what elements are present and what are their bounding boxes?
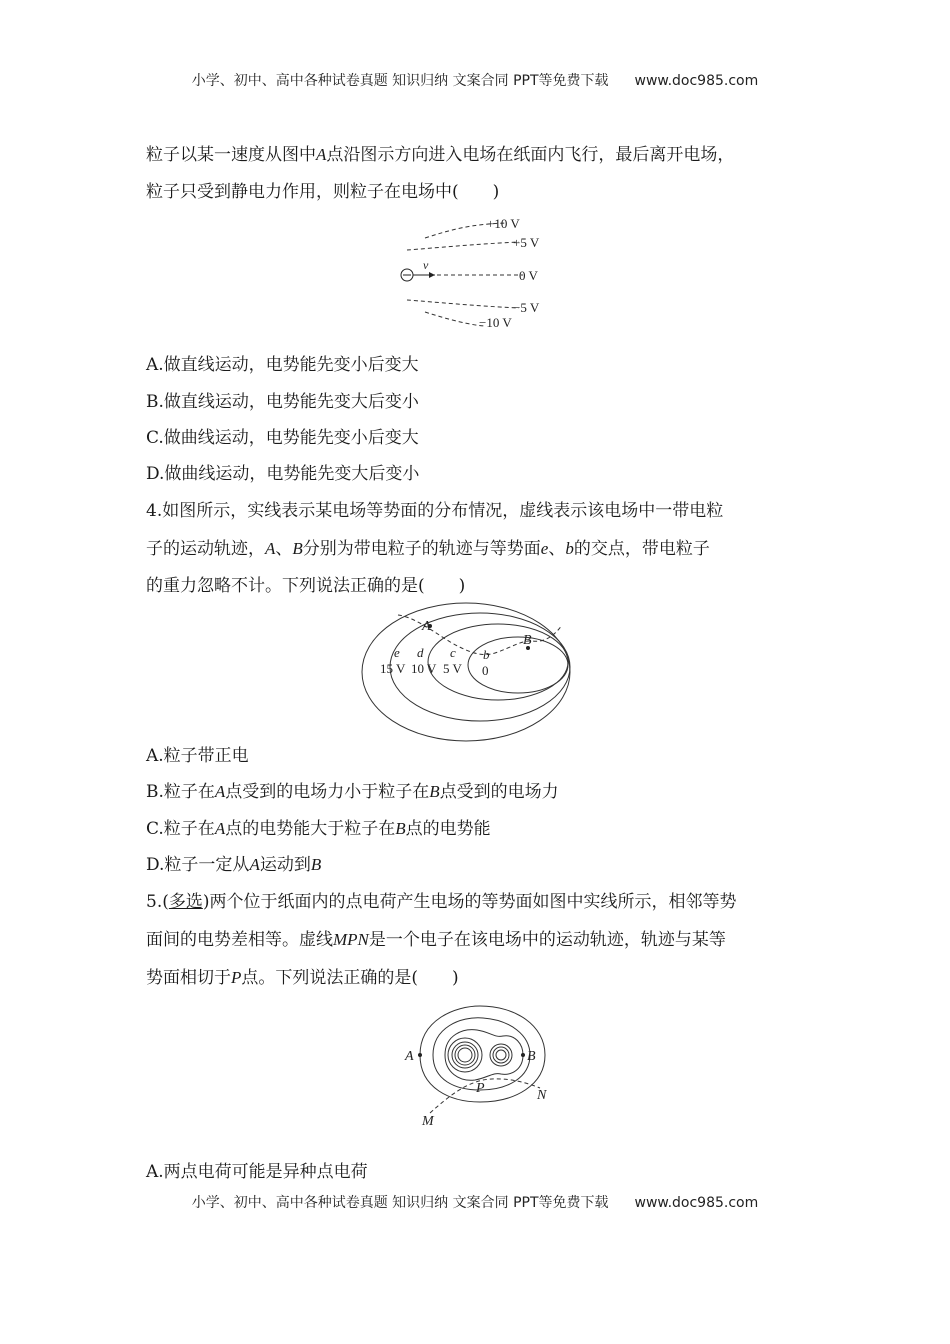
- multi-select-tag: 多选: [168, 892, 203, 912]
- label-15v: 15 V: [380, 661, 406, 676]
- label-e: e: [394, 645, 400, 660]
- label-b: B: [523, 633, 532, 648]
- q4-option-c: C.粒子在A点的电势能大于粒子在B点的电势能: [146, 819, 491, 839]
- page-header: [0, 70, 950, 90]
- label-0: 0: [482, 663, 489, 678]
- page-footer: [0, 1192, 950, 1212]
- q5-stem-line1: 5.(多选)两个位于纸面内的点电荷产生电场的等势面如图中实线所示，相邻等势: [146, 892, 737, 912]
- label-m: M: [422, 1114, 434, 1129]
- velocity-label: v: [423, 258, 429, 272]
- label-c: c: [450, 645, 456, 660]
- q3-stem-line1: 粒子以某一速度从图中A点沿图示方向进入电场在纸面内飞行，最后离开电场，: [146, 145, 735, 165]
- q5-stem-line2: 面间的电势差相等。虚线MPN是一个电子在该电场中的运动轨迹，轨迹与某等: [146, 930, 726, 950]
- equipotential-plus5: [407, 242, 519, 250]
- label-b-surface: b: [483, 647, 490, 662]
- point-b: [521, 1053, 525, 1057]
- charge-large-ring-1: [448, 1038, 482, 1072]
- equipotential-minus10: [425, 312, 485, 326]
- charge-small-ring-2: [493, 1047, 509, 1063]
- label-d: d: [417, 645, 424, 660]
- q5-option-a: A.两点电荷可能是异种点电荷: [146, 1162, 368, 1182]
- q4-stem-line1: 4.如图所示，实线表示某电场等势面的分布情况，虚线表示该电场中一带电粒: [146, 501, 724, 521]
- q5-two-charge-figure: [395, 1000, 565, 1130]
- velocity-arrow-icon: [429, 272, 435, 278]
- label-5v: 5 V: [443, 661, 462, 676]
- q4-option-a: A.粒子带正电: [146, 746, 249, 766]
- label-0: 0 V: [519, 268, 538, 283]
- charge-large-ring-2: [452, 1042, 478, 1068]
- label-n: N: [537, 1088, 547, 1103]
- header-url[interactable]: www.doc985.com: [634, 73, 759, 89]
- q3-option-a: A.做直线运动，电势能先变小后变大: [146, 355, 419, 375]
- q3-stem-line2: 粒子只受到静电力作用，则粒子在电场中( ): [146, 182, 500, 202]
- q4-stem-line2: 子的运动轨迹，A、B分别为带电粒子的轨迹与等势面e、b的交点，带电粒子: [146, 539, 710, 559]
- q5-stem-line3: 势面相切于P点。下列说法正确的是( ): [146, 968, 459, 988]
- charge-large-ring-4: [458, 1048, 472, 1062]
- surface-2: [445, 1030, 523, 1081]
- label-a: A: [405, 1049, 414, 1064]
- q4-equipotential-figure: [370, 605, 580, 750]
- q3-option-c: C.做曲线运动，电势能先变小后变大: [146, 428, 419, 448]
- header-text: 小学、初中、高中各种试卷真题 知识归纳 文案合同 PPT等免费下载: [191, 73, 609, 89]
- trajectory-mpn: [430, 1079, 540, 1113]
- q4-option-d: D.粒子一定从A运动到B: [146, 855, 322, 875]
- label-plus10: +10 V: [487, 216, 520, 231]
- equipotential-minus5: [407, 300, 519, 308]
- label-p: P: [476, 1081, 485, 1096]
- label-minus5: −5 V: [513, 300, 540, 315]
- q3-option-d: D.做曲线运动，电势能先变大后变小: [146, 464, 420, 484]
- label-plus5: +5 V: [513, 235, 540, 250]
- footer-text: 小学、初中、高中各种试卷真题 知识归纳 文案合同 PPT等免费下载: [191, 1195, 609, 1211]
- q4-option-b: B.粒子在A点受到的电场力小于粒子在B点受到的电场力: [146, 782, 559, 802]
- label-minus10: −10 V: [479, 315, 512, 330]
- point-a: [418, 1053, 422, 1057]
- q3-field-figure: [395, 210, 565, 335]
- label-10v: 10 V: [411, 661, 437, 676]
- label-b: B: [527, 1049, 536, 1064]
- q4-stem-line3: 的重力忽略不计。下列说法正确的是( ): [146, 576, 466, 596]
- footer-url[interactable]: www.doc985.com: [634, 1195, 759, 1211]
- label-a: A: [422, 619, 431, 634]
- charge-small-ring-3: [496, 1050, 506, 1060]
- q3-option-b: B.做直线运动，电势能先变大后变小: [146, 392, 419, 412]
